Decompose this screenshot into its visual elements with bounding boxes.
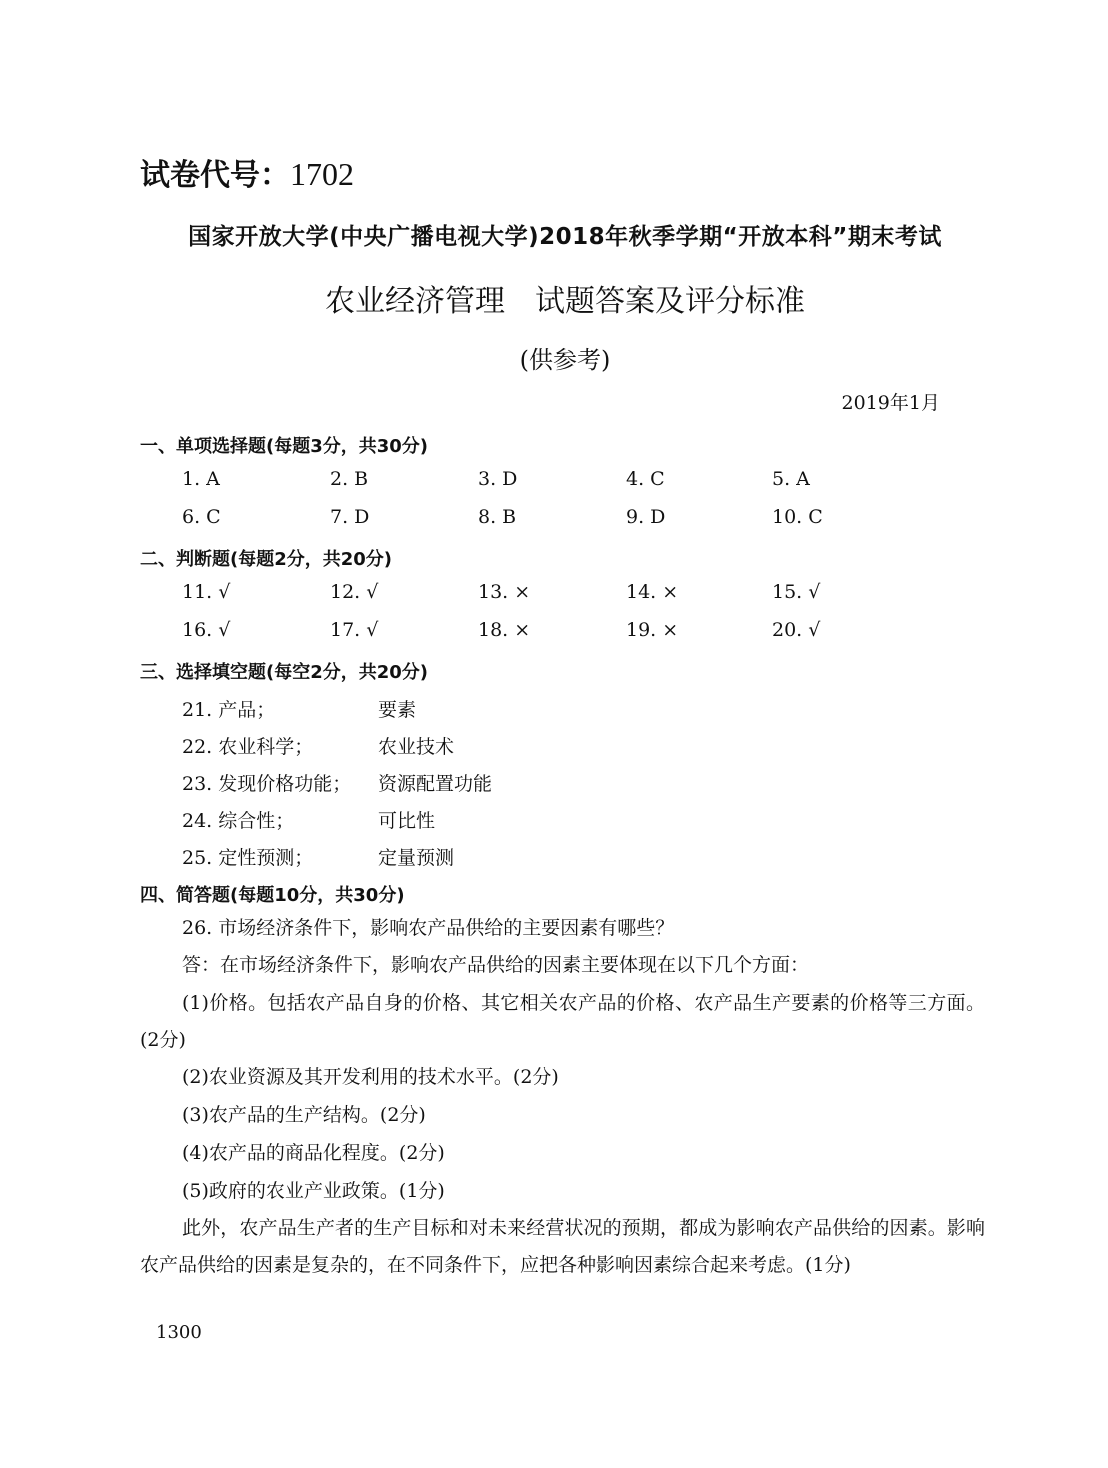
fill-answer-b: 可比性 [378, 810, 436, 832]
answer-item: 5. A [772, 468, 810, 490]
answer-item: 17. √ [330, 619, 379, 641]
fill-item [182, 769, 493, 796]
fill-answer-a: 23. 发现价格功能； [182, 773, 352, 795]
paper-code-label: 试卷代号： [140, 158, 290, 193]
document-title: 农业经济管理 试题答案及评分标准 [325, 284, 805, 319]
answer-point: (2)农业资源及其开发利用的技术水平。(2分) [182, 1066, 559, 1088]
answer-item: 11. √ [182, 581, 231, 603]
paper-code-number: 1702 [290, 156, 354, 192]
answer-item: 13. × [478, 581, 531, 603]
fill-answer-a: 22. 农业科学； [182, 736, 314, 758]
answer-item: 9. D [626, 506, 666, 528]
answer-item: 19. × [626, 619, 679, 641]
answer-intro: 答：在市场经济条件下，影响农产品供给的因素主要体现在以下几个方面： [182, 954, 810, 976]
fill-item [182, 806, 436, 833]
answer-item: 2. B [330, 468, 369, 490]
answer-item: 10. C [772, 506, 823, 528]
answer-item: 16. √ [182, 619, 231, 641]
answer-item: 4. C [626, 468, 665, 490]
answer-item: 3. D [478, 468, 518, 490]
answer-point: (4)农产品的商品化程度。(2分) [182, 1142, 445, 1164]
document-date: 2019年1月 [841, 392, 940, 414]
fill-answer-a: 25. 定性预测； [182, 847, 314, 869]
document-subtitle: (供参考) [519, 346, 611, 374]
answer-item: 15. √ [772, 581, 821, 603]
question-text: 26. 市场经济条件下，影响农产品供给的主要因素有哪些？ [182, 917, 675, 939]
fill-answer-a: 21. 产品； [182, 699, 276, 721]
paper-code [140, 150, 354, 194]
fill-answer-b: 定量预测 [378, 847, 455, 869]
answer-item: 18. × [478, 619, 531, 641]
answer-point: (5)政府的农业产业政策。(1分) [182, 1180, 445, 1202]
section-heading-judgement: 二、判断题(每题2分，共20分) [140, 549, 393, 570]
answer-point: (3)农产品的生产结构。(2分) [182, 1104, 426, 1126]
answer-item: 12. √ [330, 581, 379, 603]
section-heading-choice: 一、单项选择题(每题3分，共30分) [140, 436, 429, 457]
fill-answer-b: 要素 [378, 699, 417, 721]
answer-conclusion: 此外，农产品生产者的生产目标和对未来经营状况的预期，都成为影响农产品供给的因素。影响农产品供给的因素是复杂的，在不同条件下，应把各种影响因素综合起来考虑。(1分) [140, 1217, 985, 1276]
page-number: 1300 [156, 1322, 202, 1343]
answer-item: 8. B [478, 506, 517, 528]
answer-point: (1)价格。包括农产品自身的价格、其它相关农产品的价格、农产品生产要素的价格等三方面。(2分) [140, 992, 985, 1051]
answer-item: 20. √ [772, 619, 821, 641]
answer-item: 1. A [182, 468, 220, 490]
fill-answer-b: 资源配置功能 [378, 773, 493, 795]
fill-item [182, 695, 417, 722]
fill-item [182, 732, 455, 759]
answer-item: 14. × [626, 581, 679, 603]
section-heading-fill-in: 三、选择填空题(每空2分，共20分) [140, 662, 429, 683]
fill-item [182, 843, 455, 870]
fill-answer-a: 24. 综合性； [182, 810, 295, 832]
fill-answer-b: 农业技术 [378, 736, 455, 758]
answer-item: 6. C [182, 506, 221, 528]
section-heading-short-answer: 四、简答题(每题10分，共30分) [140, 885, 405, 906]
answer-item: 7. D [330, 506, 370, 528]
exam-title: 国家开放大学(中央广播电视大学)2018年秋季学期“开放本科”期末考试 [188, 224, 942, 250]
